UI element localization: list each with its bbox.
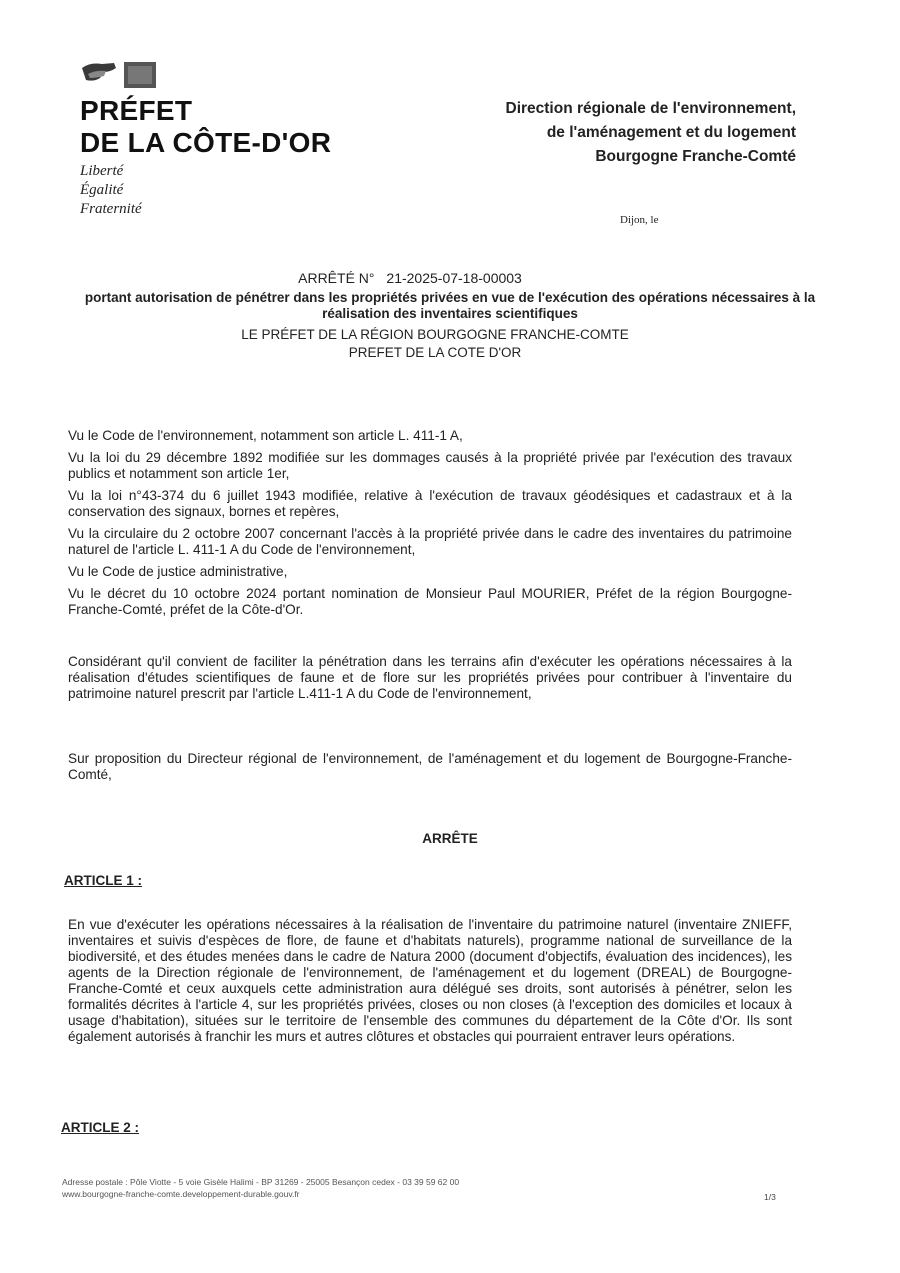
article2-heading: ARTICLE 2 : [61, 1120, 140, 1135]
visa-item: Vu la circulaire du 2 octobre 2007 concernant l'accès à la propriété privée dans le cadre des inventaires du patrimoine naturel de l'article L. 411-1 A du Code de l'environnement, [68, 526, 792, 557]
considerant: Considérant qu'il convient de faciliter la pénétration dans les terrains afin d'exécuter les opérations nécessaires à la réalisation d'études scientifiques de faune et de flore sur les propriétés privées pour contribuer à l'inventaire du patrimoine naturel prescrit par l'article L.411-1 A du Code de l'environnement, [68, 654, 792, 701]
direction-line: Direction régionale de l'environnement, [505, 100, 796, 117]
article1-heading: ARTICLE 1 : [64, 873, 143, 888]
prefet-title-line1: PRÉFET [80, 95, 193, 126]
visas-list [68, 428, 792, 624]
direction-block [506, 97, 797, 169]
devise-fraternite: Fraternité [80, 201, 142, 217]
marianne-logo-icon [80, 60, 158, 90]
direction-line: de l'aménagement et du logement [546, 124, 796, 141]
devise-egalite: Égalité [80, 182, 124, 198]
devise [80, 162, 142, 219]
footer-website: www.bourgogne-franche-comte.developpement-durable.gouv.fr [62, 1189, 300, 1199]
prefet-region-line: LE PRÉFET DE LA RÉGION BOURGOGNE FRANCHE-COMTE [241, 327, 629, 342]
article1-text: En vue d'exécuter les opérations nécessaires à la réalisation de l'inventaire du patrimoine naturel (inventaire ZNIEFF, inventaires et suivis d'espèces de flore, de faune et d'habitats naturels), programme national de surveillance de la biodiversité, et des études menées dans le cadre de Natura 2000 (document d'objectifs, évaluation des incidences), les agents de la Direction régionale de l'environnement, de l'aménagement et du logement (DREAL) de Bourgogne-Franche-Comté et ceux auxquels cette administration aura délégué ses droits, sont autorisés à pénétrer, selon les formalités décrites à l'article 4, sur les propriétés privées, closes ou non closes (à l'exception des domiciles et locaux à usage d'habitation), situées sur le territoire de l'ensemble des communes du département de la Côte d'Or. Ils sont également autorisés à franchir les murs et autres clôtures et obstacles qui pourraient entraver leurs opérations. [68, 917, 792, 1044]
visa-item: Vu la loi du 29 décembre 1892 modifiée sur les dommages causés à la propriété privée par l'exécution des travaux publics et notamment son article 1er, [68, 450, 792, 481]
devise-liberte: Liberté [80, 163, 124, 179]
footer [62, 1176, 459, 1200]
arrete-number [0, 270, 900, 286]
footer-address: Adresse postale : Pôle Viotte - 5 voie Gisèle Halimi - BP 31269 - 25005 Besançon cedex - 03 39 59 62 00 [62, 1177, 460, 1187]
proposition: Sur proposition du Directeur régional de l'environnement, de l'aménagement et du logement de Bourgogne-Franche-Comté, [68, 751, 792, 782]
visa-item: Vu le Code de justice administrative, [68, 564, 288, 579]
arrete-title: portant autorisation de pénétrer dans les propriétés privées en vue de l'exécution des opérations nécessaires à la réalisation des inventaires scientifiques [84, 290, 816, 321]
arrete-number-value: 21-2025-07-18-00003 [386, 270, 522, 286]
direction-line: Bourgogne Franche-Comté [595, 148, 796, 165]
prefet-title-line2: DE LA CÔTE-D'OR [80, 127, 332, 158]
arrete-heading: ARRÊTE [422, 831, 478, 846]
place-date: Dijon, le [620, 214, 659, 226]
visa-item: Vu la loi n°43-374 du 6 juillet 1943 modifiée, relative à l'exécution de travaux géodésiques et cadastraux et à la conservation des signaux, bornes et repères, [68, 488, 792, 519]
prefet-title [80, 95, 331, 159]
arrete-number-label: ARRÊTÉ N° [298, 270, 375, 286]
visa-item: Vu le décret du 10 octobre 2024 portant nomination de Monsieur Paul MOURIER, Préfet de la région Bourgogne-Franche-Comté, préfet de la Côte-d'Or. [68, 586, 792, 617]
prefet-dept-line: PREFET DE LA COTE D'OR [348, 345, 522, 360]
page-number: 1/3 [764, 1192, 776, 1202]
visa-item: Vu le Code de l'environnement, notamment son article L. 411-1 A, [68, 428, 463, 443]
prefet-lines [0, 326, 900, 362]
